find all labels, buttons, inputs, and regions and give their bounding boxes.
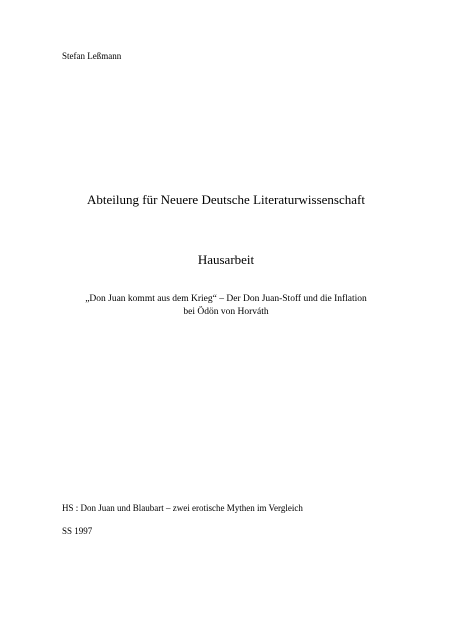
seminar-info: HS : Don Juan und Blaubart – zwei erotische Mythen im Vergleich: [62, 503, 303, 513]
paper-title-line-1: „Don Juan kommt aus dem Krieg“ – Der Don Juan-Stoff und die Inflation: [85, 294, 367, 304]
paper-title: [0, 293, 452, 319]
department-heading: Abteilung für Neuere Deutsche Literaturwissenschaft: [87, 192, 365, 207]
semester-info: SS 1997: [62, 526, 93, 536]
document-type-heading: Hausarbeit: [197, 252, 255, 267]
paper-title-line-2: bei Ödön von Horváth: [183, 307, 269, 317]
author-name: Stefan Leßmann: [62, 51, 122, 61]
